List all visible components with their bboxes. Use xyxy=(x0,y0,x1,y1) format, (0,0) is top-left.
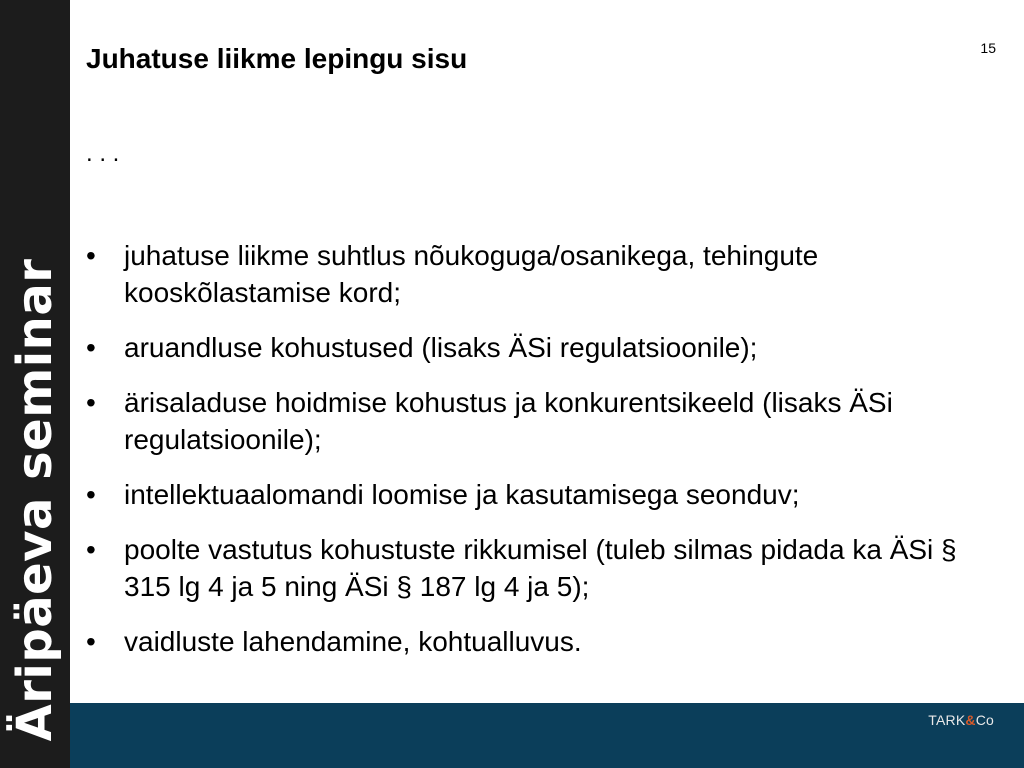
bullet-text: poolte vastutus kohustuste rikkumisel (tuleb silmas pidada ka ÄSi § 315 lg 4 ja 5 ning ÄSi § 187 lg 4 ja 5); xyxy=(124,534,957,602)
bullet-item xyxy=(86,384,986,458)
brand-sidebar xyxy=(0,0,70,768)
bullet-item xyxy=(86,329,986,366)
bullet-text: juhatuse liikme suhtlus nõukoguga/osanikega, tehingute kooskõlastamise kord; xyxy=(124,240,819,308)
bullet-item xyxy=(86,237,986,311)
bullet-icon: • xyxy=(86,479,96,510)
bullet-icon: • xyxy=(86,240,96,271)
logo-word-tark: TARK xyxy=(928,712,966,728)
slide-number: 15 xyxy=(980,40,996,56)
ellipsis-text: . . . xyxy=(86,140,120,167)
bullet-text: intellektuaalomandi loomise ja kasutamisega seonduv; xyxy=(124,479,800,510)
bullet-icon: • xyxy=(86,332,96,363)
logo-ampersand: & xyxy=(965,712,976,728)
bullet-icon: • xyxy=(86,534,96,565)
bullet-list xyxy=(86,237,986,678)
bullet-icon: • xyxy=(86,626,96,657)
bullet-item xyxy=(86,476,986,513)
logo-word-co: Co xyxy=(975,712,994,728)
bullet-text: aruandluse kohustused (lisaks ÄSi regulatsioonile); xyxy=(124,332,758,363)
bullet-text: ärisaladuse hoidmise kohustus ja konkurentsikeeld (lisaks ÄSi regulatsioonile); xyxy=(124,387,893,455)
bullet-item xyxy=(86,623,986,660)
slide-title: Juhatuse liikme lepingu sisu xyxy=(86,43,468,74)
brand-sidebar-text: Äripäeva seminar xyxy=(7,258,63,742)
footer-band xyxy=(70,703,1024,768)
bullet-item xyxy=(86,531,986,605)
bullet-text: vaidluste lahendamine, kohtualluvus. xyxy=(124,626,582,657)
tark-co-logo xyxy=(928,712,994,728)
bullet-icon: • xyxy=(86,387,96,418)
